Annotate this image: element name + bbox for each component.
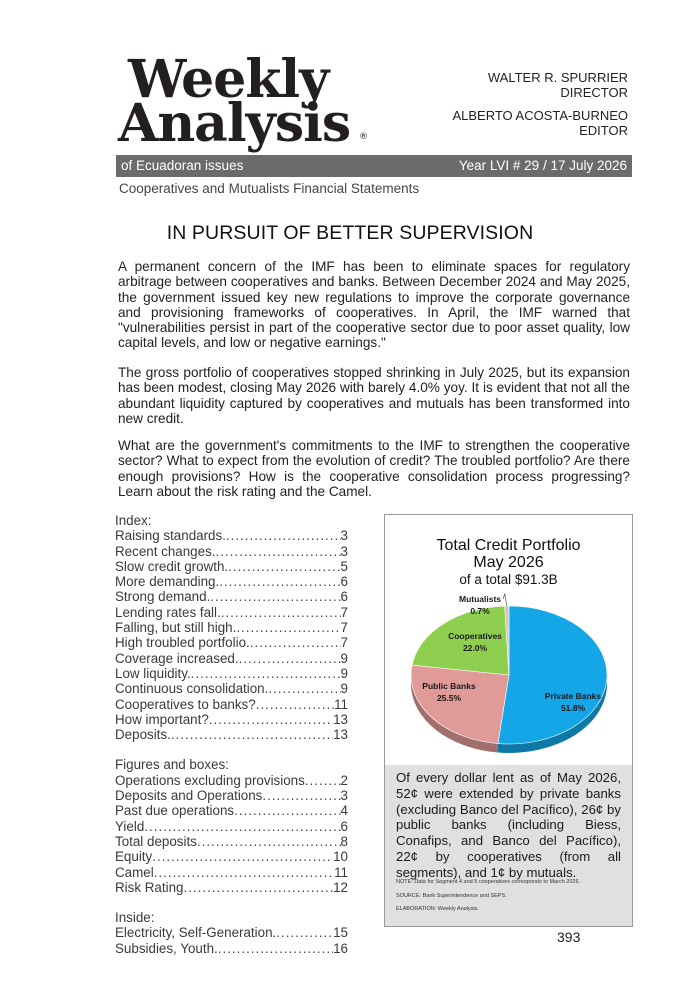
figure-item-row — [115, 803, 348, 818]
figure-item-label: Risk Rating — [115, 879, 184, 895]
figure-item-row — [115, 849, 348, 864]
registered-mark: ® — [359, 132, 368, 142]
index-item-label: Low liquidity. — [115, 665, 191, 681]
pie-label-cooperatives: Cooperatives — [448, 631, 502, 641]
index-item-label: Falling, but still high. — [115, 620, 237, 636]
index-item-row — [115, 666, 348, 681]
figure-item-label: Equity — [115, 849, 153, 865]
index-item-label: How important? — [115, 711, 209, 727]
chart-subtitle: of a total $91.3B — [459, 572, 558, 587]
index-item-page: 3 — [340, 528, 348, 544]
inside-item-page: 15 — [333, 925, 348, 941]
issue-bar — [116, 155, 632, 177]
index-item-page: 13 — [333, 711, 348, 727]
logo-analysis: Analysis — [118, 93, 351, 154]
table-of-contents — [115, 513, 348, 956]
staff-block — [452, 70, 628, 138]
index-item-leader-dots — [268, 681, 340, 696]
index-item-page: 7 — [340, 635, 348, 651]
index-item-page: 9 — [340, 650, 348, 666]
figure-item-leader-dots — [144, 819, 340, 834]
index-item-leader-dots — [171, 727, 333, 742]
index-item-row — [115, 681, 348, 696]
index-item-page: 6 — [340, 574, 348, 590]
inside-item-row — [115, 925, 348, 940]
index-item-label: Slow credit growth. — [115, 558, 229, 574]
index-item-leader-dots — [236, 620, 340, 635]
issue-number: Year LVI # 29 / 17 July 2026 — [458, 158, 627, 173]
index-item-leader-dots — [219, 574, 340, 589]
pie-label-private-banks: Private Banks — [544, 691, 602, 701]
chart-box — [384, 514, 633, 927]
index-item-row — [115, 651, 348, 666]
pie-chart — [385, 515, 632, 765]
pie-value-cooperatives: 22.0% — [462, 643, 488, 653]
pie-label-public-banks: Public Banks — [422, 681, 476, 691]
figure-item-label: Deposits and Operations — [115, 788, 263, 804]
index-item-label: Deposits. — [115, 727, 171, 743]
inside-item-label: Electricity, Self-Generation. — [115, 925, 277, 941]
director-role: DIRECTOR — [560, 85, 628, 100]
pie-value-public-banks: 25.5% — [436, 693, 462, 703]
article-title: IN PURSUIT OF BETTER SUPERVISION — [166, 222, 534, 244]
index-item-label: High troubled portfolio. — [115, 635, 250, 651]
figure-item-label: Operations excluding provisions — [115, 772, 305, 788]
index-item-label: Strong demand. — [115, 589, 211, 605]
index-item-row — [115, 635, 348, 650]
index-item-row — [115, 528, 348, 543]
figure-item-label: Past due operations — [115, 803, 235, 819]
index-item-leader-dots — [221, 605, 341, 620]
figure-item-leader-dots — [154, 865, 334, 880]
index-heading: Index: — [115, 513, 152, 528]
page-number: 393 — [557, 929, 581, 945]
index-item-row — [115, 544, 348, 559]
inside-item-row — [115, 941, 348, 956]
caption-source: SOURCE: Bank Superintendence and SEPS. — [396, 893, 507, 899]
index-item-leader-dots — [210, 589, 340, 604]
figure-item-label: Total deposits — [115, 833, 197, 849]
index-item-label: More demanding. — [115, 574, 220, 590]
chart-title-line1: Total Credit Portfolio — [436, 537, 581, 554]
weekly-analysis-logo — [118, 49, 378, 154]
figure-item-row — [115, 865, 348, 880]
index-item-label: Raising standards. — [115, 528, 226, 544]
issue-bar-tagline: of Ecuadoran issues — [121, 158, 244, 173]
index-item-row — [115, 589, 348, 604]
figure-item-label: Camel — [115, 864, 154, 880]
article-paragraph-3: What are the government's commitments to the IMF to strengthen the cooperative sector? What to expect from the evolution of credit? The troubled portfolio? Are there enough provisions? How is the cooperative consolidation process progressing? Learn about the risk rating and the Camel. — [118, 438, 630, 499]
index-item-label: Recent changes. — [115, 543, 216, 559]
inside-item-leader-dots — [276, 925, 333, 940]
chart-title-line2: May 2026 — [473, 554, 544, 571]
caption-note: NOTE: Data for Segment 4 and 5 cooperatives corresponds to March 2026. — [396, 879, 581, 885]
figure-item-page: 10 — [333, 849, 348, 865]
figure-item-row — [115, 788, 348, 803]
figures-list — [115, 773, 348, 895]
index-item-label: Lending rates fall. — [115, 604, 221, 620]
caption-elaboration: ELABORATION: Weekly Analysis. — [396, 906, 479, 912]
index-item-page: 13 — [333, 727, 348, 743]
pie-leader-line-mutualists — [503, 594, 507, 606]
index-item-leader-dots — [191, 666, 341, 681]
index-item-row — [115, 620, 348, 635]
pie-value-private-banks: 51.8% — [560, 703, 586, 713]
figure-item-page: 12 — [333, 879, 348, 895]
figure-item-label: Yield — [115, 818, 145, 834]
figure-item-leader-dots — [262, 788, 340, 803]
index-item-row — [115, 697, 348, 712]
figures-heading: Figures and boxes: — [115, 757, 229, 773]
index-item-row — [115, 712, 348, 727]
figure-item-row — [115, 773, 348, 788]
figure-item-row — [115, 819, 348, 834]
figure-item-page: 8 — [340, 833, 348, 849]
index-item-page: 9 — [340, 665, 348, 681]
inside-item-leader-dots — [218, 941, 333, 956]
figure-item-page: 11 — [334, 864, 348, 880]
index-item-leader-dots — [216, 544, 341, 559]
index-item-leader-dots — [226, 528, 341, 543]
figure-item-leader-dots — [152, 849, 333, 864]
index-item-page: 11 — [334, 696, 348, 712]
index-item-page: 7 — [340, 620, 348, 636]
inside-heading: Inside: — [115, 910, 155, 926]
pie-slice-private-banks — [498, 606, 607, 744]
pie-value-mutualists: 0.7% — [470, 606, 490, 616]
index-item-label: Cooperatives to banks? — [115, 696, 256, 712]
figure-item-page: 4 — [340, 803, 348, 819]
index-item-leader-dots — [256, 697, 334, 712]
index-item-leader-dots — [209, 712, 333, 727]
figure-item-page: 2 — [340, 772, 348, 788]
index-item-page: 3 — [340, 543, 348, 559]
pie-slice-public-banks — [411, 665, 509, 743]
figure-item-row — [115, 880, 348, 895]
inside-item-page: 16 — [333, 940, 348, 956]
director-name: WALTER R. SPURRIER — [487, 70, 628, 85]
index-list — [115, 528, 348, 742]
figure-item-page: 6 — [340, 818, 348, 834]
index-item-row — [115, 574, 348, 589]
index-item-leader-dots — [228, 559, 340, 574]
figure-item-row — [115, 834, 348, 849]
index-item-label: Continuous consolidation. — [115, 681, 269, 697]
index-item-row — [115, 559, 348, 574]
index-item-page: 7 — [340, 604, 348, 620]
article-paragraph-1: A permanent concern of the IMF has been to eliminate spaces for regulatory arbitrage between cooperatives and banks. Between December 2024 and May 2025, the government issued key new regulations to improve the corporate governance and provisioning frameworks of cooperatives. In April, the IMF warned that "vulnerabilities persist in part of the cooperative sector due to poor asset quality, low capital levels, and low or negative earnings." — [118, 259, 630, 351]
index-item-row — [115, 727, 348, 742]
index-item-page: 9 — [340, 681, 348, 697]
index-item-page: 6 — [340, 589, 348, 605]
figure-item-page: 3 — [340, 788, 348, 804]
inside-list — [115, 925, 348, 956]
editor-role: EDITOR — [579, 123, 628, 138]
figure-item-leader-dots — [305, 773, 341, 788]
chart-caption: Of every dollar lent as of May 2026, 52¢ were extended by private banks (excluding Banco del Pacífico), 26¢ by public banks (including Biess, Conafips, and Banco del Pacífico), 22¢ by cooperatives (from all segments), and 1¢ by mutuals. — [396, 770, 621, 880]
inside-item-label: Subsidies, Youth. — [115, 940, 218, 956]
article-paragraph-2: The gross portfolio of cooperatives stopped shrinking in July 2025, but its expansion has been modest, closing May 2026 with barely 4.0% yoy. It is evident that not all the abundant liquidity captured by cooperatives and mutuals has been transformed into new credit. — [118, 365, 630, 426]
logo-weekly: Weekly — [128, 49, 329, 110]
section-heading: Cooperatives and Mutualists Financial Statements — [119, 181, 420, 196]
figure-item-leader-dots — [234, 803, 340, 818]
pie-label-mutualists: Mutualists — [458, 594, 502, 604]
index-item-row — [115, 605, 348, 620]
index-item-leader-dots — [239, 651, 341, 666]
index-item-leader-dots — [250, 635, 341, 650]
editor-name: ALBERTO ACOSTA-BURNEO — [452, 108, 628, 123]
chart-caption-box — [385, 765, 632, 926]
figure-item-leader-dots — [197, 834, 341, 849]
index-item-page: 5 — [340, 558, 348, 574]
figure-item-leader-dots — [183, 880, 333, 895]
index-item-label: Coverage increased. — [115, 650, 239, 666]
